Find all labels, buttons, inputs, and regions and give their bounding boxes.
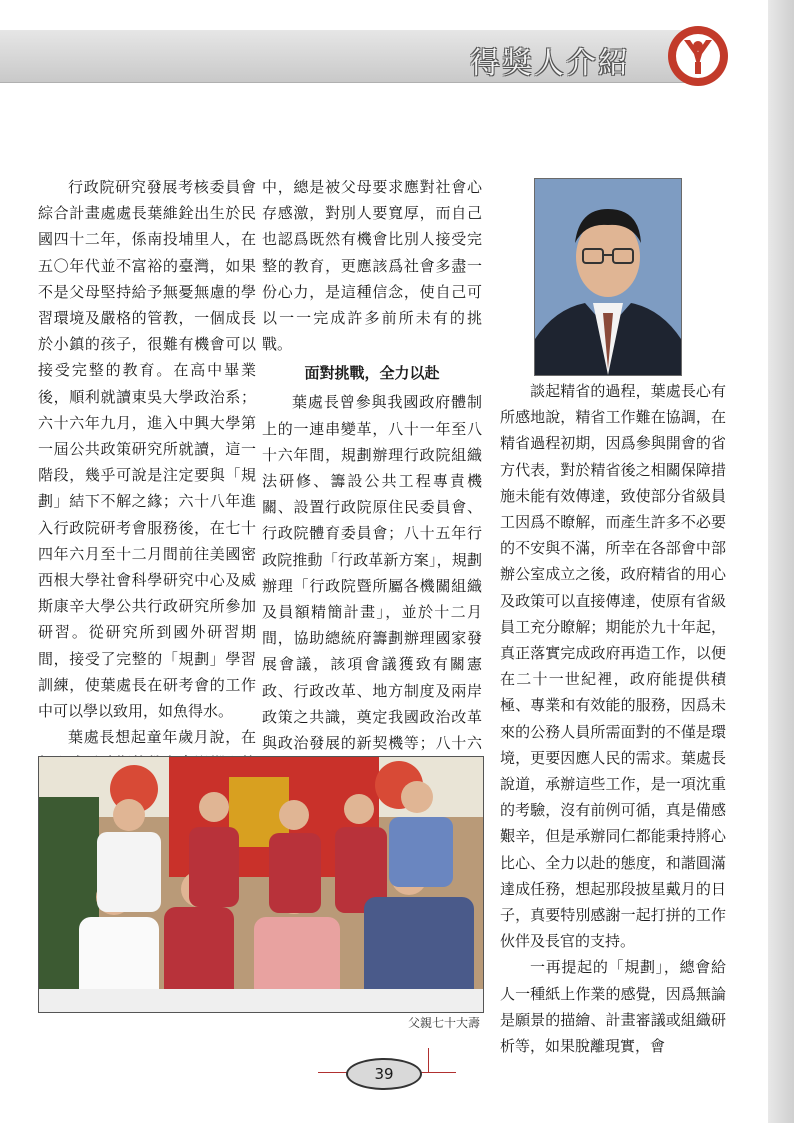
section-subheading: 面對挑戰，全力以赴 [304, 364, 440, 383]
paragraph: 談起精省的過程，葉處長心有所感地說，精省工作難在協調，在精省過程初期，因爲參與開會的省方代表，對於精省後之相關保障措施未能有效傳達，致使部分省級員工因爲不瞭解，而產生許多不必要的不安與不滿，所幸在各部會中部辦公室成立之後，政府精省的用心及政策可以直接傳達，使原有省級員工充分瞭解；期能於九十年起，真正落實完成政府再造工作，以便在二十一世紀裡，政府能提供積極、專業和有效能的服務，因爲未來的公務人員所需面對的不僅是環境，更要因應人民的需求。葉處長說道，承辦這些工作，是一項沈重的考驗，沒有前例可循，真是備感艱辛，但是承辦同仁都能秉持將心比心、全力以赴的態度，和諧圓滿達成任務，想起那段披星戴月的日子，真要特別感謝一起打拼的工作伙伴及長官的支持。 [500, 382, 726, 951]
award-logo-icon [666, 24, 730, 88]
article-column-1 [38, 174, 256, 803]
article-column-2 [262, 174, 482, 809]
page-edge [768, 0, 794, 1123]
article-column-3 [500, 378, 726, 1059]
page-title: 得獎人介紹 [470, 46, 630, 81]
paragraph: 行政院研究發展考核委員會綜合計畫處處長葉維銓出生於民國四十二年，係南投埔里人，在五〇年代並不富裕的臺灣，如果不是父母堅持給予無憂無慮的學習環境及嚴格的管教，一個成長於小鎮的孩子，很難有機會可以接受完整的教育。在高中畢業後，順利就讀東吳大學政治系；六十六年九月，進入中興大學第一屆公共政策研究所就讀，這一階段，幾乎可說是注定要與「規劃」結下不解之緣；六十八年進入行政院研考會服務後，在七十四年六月至十二月間前往美國密西根大學社會科學研究中心及威斯康辛大學公共行政研究所參加研習。從研究所到國外研習期間，接受了完整的「規劃」學習訓練，使葉處長在研考會的工作中可以學以致用，如魚得水。 [38, 178, 256, 721]
photo-caption: 父親七十大壽 [407, 1016, 480, 1030]
paragraph: 葉處長想起童年歲月說，在 [68, 728, 256, 747]
page-number: 39 [346, 1058, 422, 1090]
paragraph: 中，總是被父母要求應對社會心存感激，對別人要寬厚，而自己也認爲既然有機會比別人接受完整的教育，更應該爲社會多盡一份心力，是這種信念，使自己可以一一完成許多前所未有的挑戰。 [262, 178, 482, 354]
paragraph: 一再提起的「規劃」，總會給人一種紙上作業的感覺，因爲無論是願景的描繪、計畫審議或組織研析等，如果脫離現實，會 [500, 958, 726, 1056]
portrait-photo [534, 178, 682, 376]
paragraph: 葉處長曾參與我國政府體制上的一連串變革，八十一年至八十六年間，規劃辦理行政院組織法研修、籌設公共工程專責機關、設置行政院原住民委員會、行政院體育委員會；八十五年行政院推動「行政革新方案」，規劃辦理「行政院暨所屬各機關組織及員額精簡計畫」，並於十二月間，協助總統府籌劃辦理國家發展會議，該項會議獲致有關憲政、行政改革、地方制度及兩岸政策之共識，奠定我國政治改革與政治發展的新契機等；八十六 [262, 393, 482, 753]
footer-divider [428, 1048, 429, 1072]
family-group-photo [38, 756, 484, 1013]
